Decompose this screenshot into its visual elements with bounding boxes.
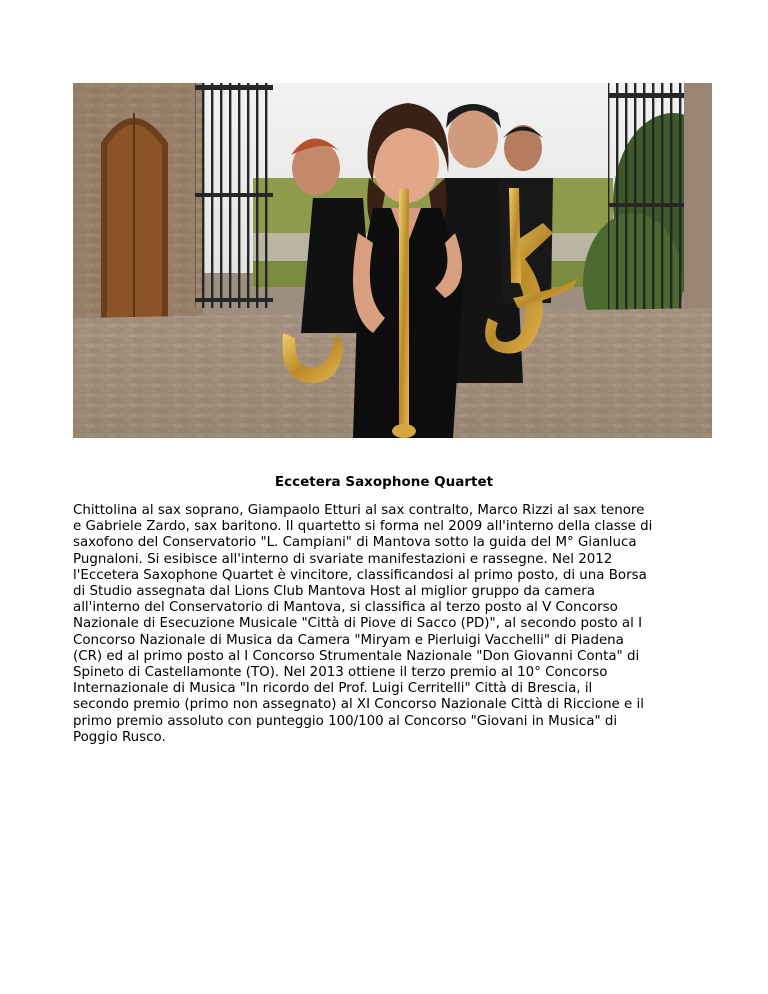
paragraph-line: Internazionale di Musica "In ricordo del Prof. Luigi Cerritelli" Città di Brescia, il (73, 681, 593, 697)
quartet-photo (73, 83, 712, 438)
paragraph-line: Spineto di Castellamonte (TO). Nel 2013 ottiene il terzo premio al 10° Concorso (73, 665, 608, 681)
document-title: Eccetera Saxophone Quartet (274, 474, 494, 490)
paragraph-line: (CR) ed al primo posto al I Concorso Strumentale Nazionale "Don Giovanni Conta" di (73, 648, 640, 664)
paragraph-line: Pugnaloni. Si esibisce all'interno di svariate manifestazioni e rassegne. Nel 2012 (73, 551, 613, 567)
quartet-bio-paragraph (73, 503, 705, 746)
paragraph-line: primo premio assoluto con punteggio 100/100 al Concorso "Giovani in Musica" di (73, 713, 618, 729)
paragraph-line: Concorso Nazionale di Musica da Camera "Miryam e Pierluigi Vacchelli" di Piadena (73, 632, 624, 648)
paragraph-line: secondo premio (primo non assegnato) al XI Concorso Nazionale Città di Riccione e il (73, 697, 644, 713)
paragraph-line: di Studio assegnata dal Lions Club Mantova Host al miglior gruppo da camera (73, 584, 595, 600)
paragraph-line: Chittolina al sax soprano, Giampaolo Etturi al sax contralto, Marco Rizzi al sax tenore (73, 503, 645, 518)
paragraph-line: Poggio Rusco. (73, 729, 166, 745)
paragraph-line: Nazionale di Esecuzione Musicale "Città di Piove di Sacco (PD)", al secondo posto al I (73, 616, 643, 632)
paragraph-line: all'interno del Conservatorio di Mantova, si classifica al terzo posto al V Concorso (73, 600, 618, 616)
paragraph-line: e Gabriele Zardo, sax baritono. Il quartetto si forma nel 2009 all'interno della classe di (73, 519, 653, 535)
paragraph-line: l'Eccetera Saxophone Quartet è vincitore, classificandosi al primo posto, di una Borsa (73, 567, 647, 583)
paragraph-line: saxofono del Conservatorio "L. Campiani" di Mantova sotto la guida del M° Gianluca (73, 535, 637, 551)
